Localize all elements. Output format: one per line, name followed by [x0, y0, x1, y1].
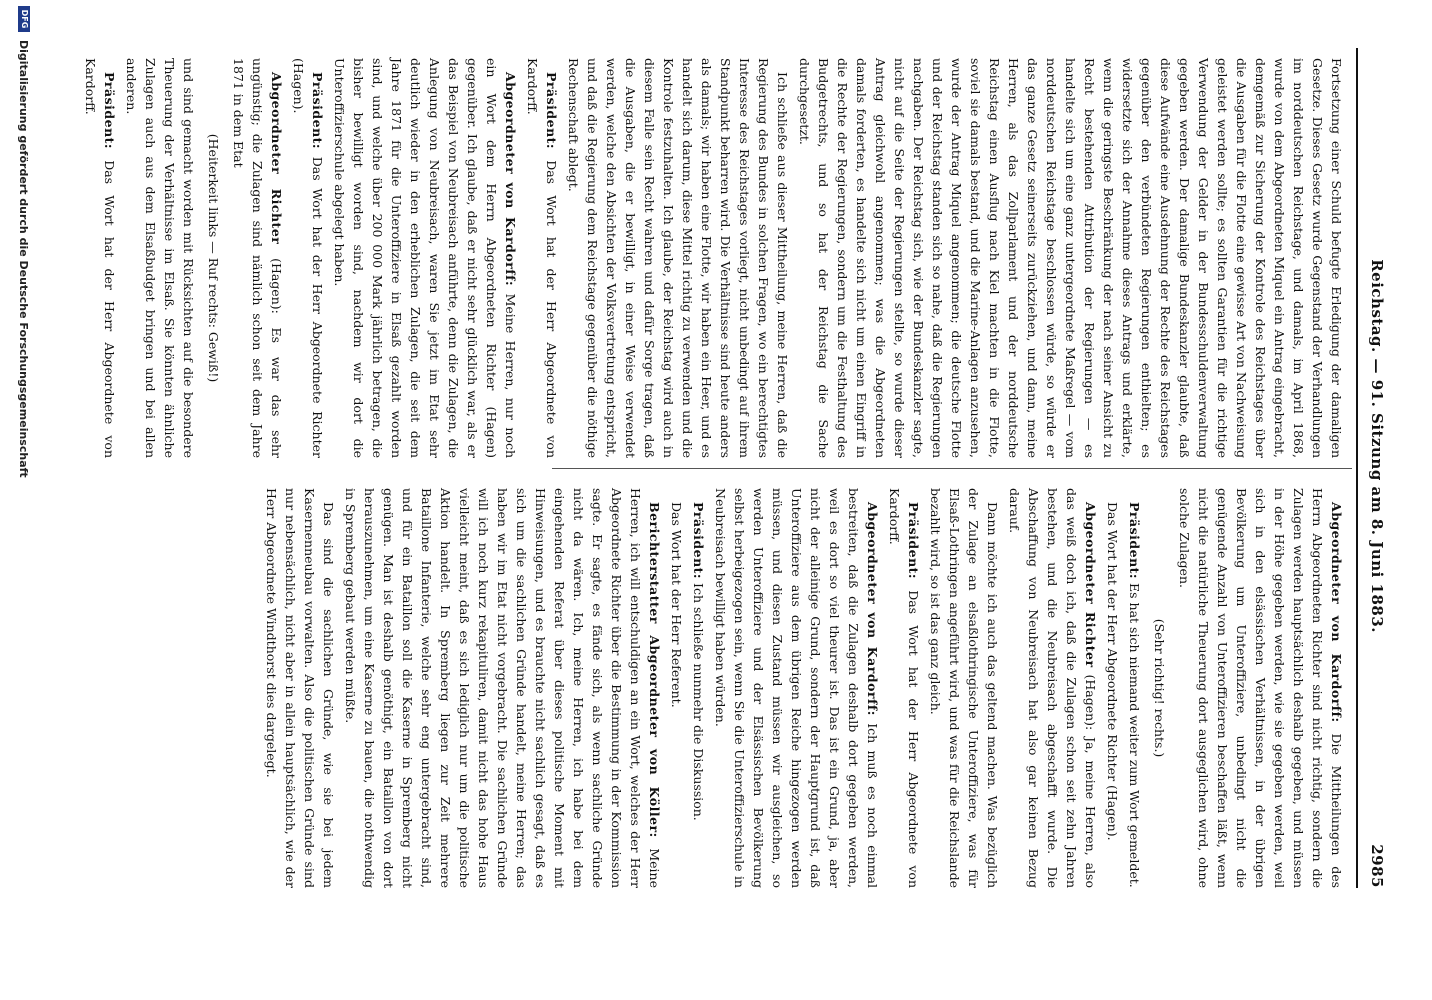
speech-text: (Hagen): Es war das sehr ungünstig; die Zulagen sind nämlich schon seit dem Jahre 1871 in dem Etat	[231, 58, 284, 458]
page-header	[1362, 48, 1392, 888]
speaker: Präsident:	[310, 72, 325, 150]
speech-text: Das Wort hat der Herr Abgeordnete von Kardorff.	[525, 58, 559, 458]
speech	[289, 58, 327, 458]
speech	[229, 58, 286, 458]
speech-text: Ich muß es noch einmal bestreiten, daß die Zulagen deshalb dort gegeben werden, weil es dort so viel theurer ist. Das ist ein Grund, ja, aber nicht der alleinige Grund, sondern der Hauptgrund ist, daß Unteroffiziere aus dem übrigen Reiche hingezogen werden müssen, und diesen Zustand müssen wir ausgleichen, so werden Unteroffiziere und der Elsässischen Bevölkerung selbst herbeigezogen sein, wenn Sie die Unteroffizierschule in Neubreisach bewilligt haben würden.	[713, 488, 880, 888]
speech-text: Das Wort hat der Herr Abgeordnete von Kardorff.	[887, 488, 921, 888]
reaction: (Heiterkeit links — Ruf rechts: Gewiß!)	[206, 133, 221, 383]
paragraph: Fortsetzung einer Schuld befugte Erledigung der damaligen Gesetze. Dieses Gesetz wurde Gegenstand der Verhandlungen im norddeutschen Reichstage, und damals, im April 1868, wurde von dem Abgeordneten Miquel ein Antrag eingebracht, demgemäß zur Sicherung der Kontrole des Reichstages über die Ausgaben für die Flotte eine gewisse Art von Nachweisung geleistet werden sollte; es sollten Garantien für die richtige Verwendung der Gelder in der Bundesschuldenverwaltung gegeben werden. Der damalige Bundeskanzler glaubte, daß diese Aufwände eine Ausdehnung der Rechte des Reichstages gegenüber den verbündeten Regierungen enthielten; es widersetzte sich der Annahme dieses Antrags und erklärte, wenn die geringste Beschränkung der nach seiner Ansicht zu Recht bestehenden Attribution der Regierungen — es handelte sich um eine ganz untergeordnete Maßregel — vom norddeutschen Reichstage beschlossen würde, so würde er das ganze Gesetz seinerseits zurückziehen, und dann, meine Herren, als das Zollparlament und der norddeutsche Reichstag einen Ausflug nach Kiel machten in die Flotte, soviel sie damals bestand, und die Marine-Anlagen anzusehen, wurde der Antrag Miquel angenommen; die deutsche Flotte und der Reichstag standen sich so nahe, daß die Regierungen nachgaben. Der Reichstag sich, wie der Bundeskanzler sagte, nicht auf die Seite der Regierungen stellte, so wurde dieser Antrag gleichwohl angenommen; was die Abgeordneten damals forderten, es handelte sich nicht um einen Eingriff in die Rechte der Regierungen, sondern um die Festhaltung des Budgetrechts, und so hat der Reichstag die Sache durchgesetzt.	[797, 58, 1344, 458]
reaction: (Sehr richtig! rechts.)	[1152, 618, 1167, 758]
paragraph: Das sind die sachlichen Gründe, wie sie bei jedem Kasernenneubau vorwalten. Also die politischen Gründe sind nur nebensächlich, nicht aber in allein hauptsächlich, wie der Herr Abgeordnete Windthorst dies dargelegt.	[264, 488, 336, 888]
speaker: Präsident:	[544, 72, 559, 150]
left-column	[83, 58, 1346, 458]
speech-text: Das Wort hat der Herr Abgeordnete von Kardorff.	[83, 58, 117, 458]
header-rule	[1356, 48, 1358, 888]
speaker: Präsident:	[1127, 502, 1142, 580]
digitization-credit	[4, 0, 44, 1000]
speaker: Präsident:	[906, 502, 921, 580]
credit-text: Digitalisierung gefördert durch die Deutsche Forschungsgemeinschaft	[17, 40, 31, 478]
speech	[1125, 488, 1144, 888]
speech-text: Die Mittheilungen des Herrn Abgeordneten Richter sind nicht richtig, sondern die Zulagen werden hauptsächlich deshalb gegeben, und müssen in der Höhe gegeben werden, wie sie gegeben werden, weil sich in den elsässischen Verhältnissen, in der übrigen Bevölkerung um Unteroffiziere, unbedingt nicht die genügende Anzahl von Unteroffizieren beschaffen läßt, wenn nicht die natürliche Theuerung dort ausgeglichen wird, ohne solche Zulagen.	[1177, 488, 1344, 889]
speech	[1175, 488, 1346, 888]
paragraph: und sind gemacht worden mit Rücksichten auf die besondere Theuerung der Verhältnisse im Elsaß. Sie könnten ähnliche Zulagen auch aus dem Elsaßbudget bringen und bei allen anderen.	[124, 58, 196, 458]
column-divider	[552, 468, 1352, 469]
dfg-logo: DFG	[18, 6, 30, 32]
speech-text: Meine Herren, ich will entschuldigen an ein Wort, welches der Herr Abgeordnete Richter über die Bestimmung in der Kommission sagte. Er sagte, es fände sich, als wenn sachliche Gründe nicht da wären. Ich, meine Herren, ich habe bei dem eingehenden Referat über dieses politische Moment mit Hinweisungen, und es brauchte nicht sachlich gesagt, daß es sich um die sachlichen Gründe handelt, meine Herren; das haben wir im Etat nicht vorgebracht. Die sachlichen Gründe will ich noch kurz rekapituliren, damit nicht das hohe Haus vielleicht meint, daß es sich lediglich nur um die politische Aktion handelt. In Spremberg liegen zur Zeit mehrere Bataillone Infanterie, welche sehr eng untergebracht sind, und für ein Bataillon soll die Kaserne in Spremberg nicht genügen. Man ist deshalb genöthigt, ein Bataillon von dort herauszunehmen, um eine Kaserne zu bauen, die nothwendig in Spremberg gebaut werden müßte.	[343, 488, 662, 888]
speech-text: Meine Herren, nur noch ein Wort dem Herrn Abgeordneten Richter (Hagen) gegenüber. Ich glaube, daß er nicht sehr glücklich war, als er das Beispiel von Neubreisach anführte, denn die Zulagen, die Anlegung von Neubreisach, waren Sie jetzt im Etat sehr deutlich wieder in den erheblichen Zulagen, die seit dem Jahre 1871 für die Unteroffiziere in Elsaß gezahlt worden sind, und welche über 200 000 Mark jährlich betragen, die bisher bewilligt worden sind, nachdem wir dort die Unteroffizierschule abgelegt haben.	[332, 58, 518, 458]
page-number: 2985	[1368, 844, 1386, 888]
speech-text: (Hagen): Ja, meine Herren, also das weiß doch ich, daß die Zulagen schon seit zehn Jahren bestehen, und die Neubreisach abgeschafft wurde. Die Abschaffung von Neubreisach hat also gar keinen Bezug darauf.	[1007, 488, 1098, 888]
speech	[885, 488, 923, 888]
speech	[523, 58, 561, 458]
speaker: Abgeordneter Richter	[269, 72, 284, 245]
speech	[81, 58, 119, 458]
paragraph: Dann möchte ich auch das geltend machen. Was bezüglich der Zulage an elsaßlothringische Unteroffiziere, was für Elsaß-Lothringen angeführt wird, und was für die Reichslande bezahlt wird, so ist das ganz gleich.	[928, 488, 1000, 888]
speech-text: Ich schließe nunmehr die Diskussion.	[691, 583, 706, 821]
speaker: Abgeordneter von Kardorff:	[1329, 502, 1344, 723]
speaker: Präsident:	[691, 502, 706, 580]
paragraph: Das Wort hat der Herr Referent.	[669, 502, 684, 708]
paragraph: Das Wort hat der Herr Abgeordnete Richter (Hagen).	[1105, 502, 1120, 841]
right-column	[264, 488, 1346, 889]
speaker: Abgeordneter von Kardorff:	[503, 72, 518, 287]
paragraph: Ich schließe aus dieser Mittheilung, meine Herren, daß die Regierung des Bundes in solchen Fragen, wo ein berechtigtes Interesse des Reichstages vorliegt, nicht unbedingt auf ihrem Standpunkt beharren wird. Die Verhältnisse sind heute anders als damals; wir haben eine Flotte, wir haben ein Heer, und es handelt sich darum, diese Mittel richtig zu verwenden und die Kontrole festzuhalten. Ich glaube, der Reichstag wird auch in diesem Falle sein Recht wahren und dafür Sorge tragen, daß die Ausgaben, die er bewilligt, in einer Weise verwendet werden, welche den Absichten der Volksvertretung entspricht, und daß die Regierung dem Reichstage gegenüber die nöthige Rechenschaft ablegt.	[566, 58, 790, 458]
speaker: Abgeordneter von Kardorff:	[865, 502, 880, 716]
speaker: Berichterstatter Abgeordneter von Köller:	[647, 502, 662, 838]
speaker: Abgeordneter Richter	[1083, 502, 1098, 668]
speech-text: Das Wort hat der Herr Abgeordnete Richter (Hagen).	[291, 58, 325, 458]
page-title: Reichstag. — 91. Sitzung am 8. Juni 1883.	[1368, 259, 1386, 634]
speaker: Präsident:	[102, 72, 117, 150]
speech	[330, 58, 520, 458]
speech	[341, 488, 664, 888]
speech-text: Es hat sich niemand weiter zum Wort gemeldet.	[1127, 583, 1142, 888]
speech	[689, 488, 708, 888]
speech	[711, 488, 882, 888]
speech	[1005, 488, 1100, 888]
